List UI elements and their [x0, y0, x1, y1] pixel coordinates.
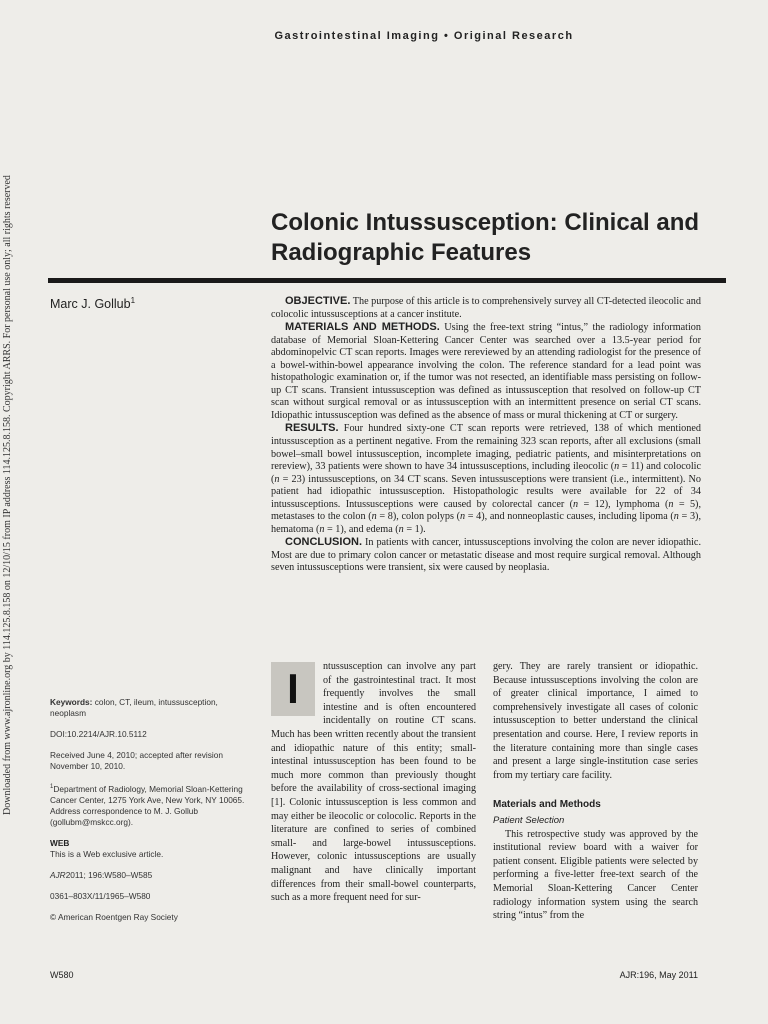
author-affil-mark: 1 [130, 296, 136, 305]
abstract-conclusion [271, 536, 701, 575]
affiliation-text: Department of Radiology, Memorial Sloan-Kettering Cancer Center, 1275 York Ave, New York, NY 10065. Address correspondence to M. J. Gollub (gollubm@mskcc.org). [50, 783, 245, 827]
methods-paragraph: This retrospective study was approved by the institutional review board with a waiver for patient consent. Eligible patients were selected by performing a five-letter free-text search of the Memorial Sloan-Kettering Cancer Center radiology information system using the search string “intus” from the [493, 828, 698, 922]
citation-details: 2011; 196:W580–W585 [65, 869, 153, 880]
author-name: Marc J. Gollub [50, 297, 131, 312]
results-text: = 11) and colocolic ( [271, 461, 701, 485]
page-number: W580 [50, 970, 74, 980]
keywords-list: colon, CT, ileum, intussusception, neoplasm [50, 697, 218, 718]
n-symbol: n [319, 523, 325, 535]
abstract [271, 295, 701, 575]
keywords [50, 697, 250, 719]
results-text: = 4), and nonneoplastic causes, including lipoma ( [465, 511, 674, 523]
n-symbol: n [614, 461, 620, 473]
n-symbol: n [573, 498, 579, 510]
results-text: = 23) intussusceptions, on 34 CT scans. Seven intussusceptions were transient (i.e., intermittent). No patient had idiopathic intussusception. Histopathologic results were available for 22 of 34 intussusceptions. Intussusceptions were caused by colorectal cancer ( [271, 473, 701, 510]
n-symbol: n [673, 511, 679, 523]
citation-journal: AJR [50, 869, 66, 880]
title-divider [48, 278, 726, 283]
journal-footer: AJR:196, May 2011 [619, 970, 698, 980]
affiliation [50, 782, 250, 828]
subsection-heading-patient-selection: Patient Selection [493, 814, 565, 826]
section-header-text: Gastrointestinal Imaging • Original Research [274, 30, 574, 42]
conclusion-text: In patients with cancer, intussusceptions involving the colon are never idiopathic. Most are due to primary colon cancer or metastatic disease and most require surgical removal. Although seven intussusceptions were transient, six were caused by neoplasia. [271, 537, 702, 574]
n-symbol: n [460, 511, 466, 523]
section-heading-methods: Materials and Methods [493, 799, 601, 811]
results-text: = 12), lymphoma ( [578, 498, 669, 510]
affiliation-mark: 1 [50, 784, 54, 790]
doi: DOI:10.2214/AJR.10.5112 [50, 729, 147, 739]
results-text: Four hundred sixty-one CT scan reports were retrieved, 138 of which mentioned intussusception as a pertinent negative. From the remaining 323 scan reports, after all exclusions (small bowel–small bowel intussusception, incomplete imaging, pediatric patients, and misinterpretations on rereview), 33 patients were shown to have 34 intussusceptions, including ileocolic ( [271, 423, 701, 473]
copyright: © American Roentgen Ray Society [50, 911, 178, 922]
web-note [50, 838, 250, 860]
n-symbol: n [371, 511, 377, 523]
author-line [50, 296, 135, 311]
keywords-label: Keywords: [50, 697, 93, 707]
n-symbol: n [668, 498, 674, 510]
methods-heading: MATERIALS AND METHODS. [285, 321, 440, 334]
results-text: = 1), and edema ( [324, 523, 399, 535]
intro-paragraph-continued: gery. They are rarely transient or idiopathic. Because intussusceptions involving the colon are of greater clinical importance, I aimed to comprehensively investigate all cases of colonic intussusception to better understand the clinical presentation and course. Here, I review reports in the literature containing more than single cases and present a large single-institution case series from my tertiary care facility. [493, 661, 698, 781]
results-text: = 1). [403, 523, 426, 535]
results-text: = 8), colon polyps ( [376, 511, 461, 523]
abstract-methods [271, 321, 701, 422]
received-dates: Received June 4, 2010; accepted after revision November 10, 2010. [50, 750, 223, 771]
abstract-results [271, 422, 701, 536]
body-column-1 [271, 660, 476, 905]
drop-cap-letter: I [287, 665, 299, 712]
abstract-objective [271, 295, 701, 321]
body-column-2 [493, 660, 698, 923]
article-sidenotes [50, 697, 250, 933]
citation [50, 870, 250, 881]
results-text: = 3), hematoma ( [271, 511, 701, 535]
web-text: This is a Web exclusive article. [50, 848, 164, 859]
article-title: Colonic Intussusception: Clinical and Radiographic Features [271, 209, 700, 266]
download-notice: Downloaded from www.ajronline.org by 114.125.8.158 on 12/10/15 from IP address 114.125.8.158. Copyright ARRS. For personal use only; all rights reserved [2, 175, 13, 815]
objective-heading: OBJECTIVE. [285, 295, 351, 307]
results-heading: RESULTS. [285, 422, 339, 435]
results-text: = 5), metastases to the colon ( [271, 498, 701, 523]
methods-text: Using the free-text string “intus,” the radiology information database of Memorial Sloan-Kettering Cancer Center was searched over a 13.5-year period for abdominopelvic CT scan reports. Images were rereviewed by an attending radiologist for the presence of a bowel-within-bowel appearance involving the colon. The reference standard for a lead point was histopathologic examination or, if the tumor was not resected, an identifiable mass persisting on follow-up CT scans. Transient intussusception was defined as intussusception that resolved on follow-up CT scan without surgical removal or as intussusception with an intermittent presence on serial CT scans. Idiopathic intussusception was defined as the absence of mass or mural thickening at CT or surgery. [271, 322, 701, 421]
objective-text: The purpose of this article is to comprehensively survey all CT-detected ileocolic and colocolic intussusceptions at a cancer institute. [271, 296, 701, 320]
intro-paragraph: ntussusception can involve any part of the gastrointestinal tract. It most frequently involves the small intestine and is often encountered incidentally on routine CT scans. Much has been written recently about the transient and idiopathic nature of this entity; small-intestinal intussusception has been found to be much more common than previously thought before the availability of cross-sectional imaging [1]. Colonic intussusception is less common and may either be ileocolic or colocolic. Reports in the literature are confined to series of combined small- and large-bowel intussusceptions. However, colonic intussusceptions are usually malignant and have clinically important differences from their small-bowel counterparts, such as a more frequent need for sur- [271, 661, 476, 904]
drop-cap [271, 662, 315, 716]
web-heading: WEB [50, 837, 70, 848]
n-symbol: n [274, 473, 280, 485]
section-header [0, 30, 768, 42]
conclusion-heading: CONCLUSION. [285, 536, 362, 549]
issn: 0361–803X/11/1965–W580 [50, 890, 151, 901]
n-symbol: n [398, 523, 404, 535]
